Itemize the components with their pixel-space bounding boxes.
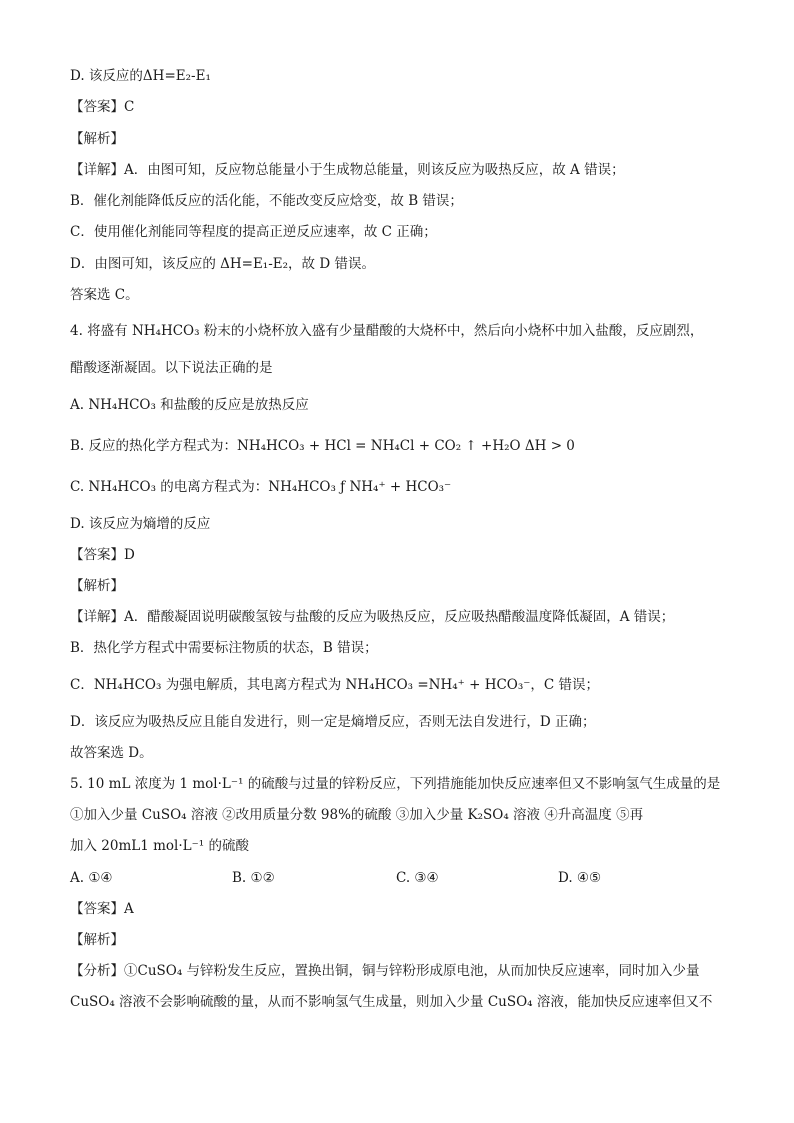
question-4-option-a: A. NH₄HCO₃ 和盐酸的反应是放热反应 — [70, 397, 309, 413]
detail-b: B．催化剂能降低反应的活化能，不能改变反应焓变，故 B 错误； — [70, 193, 463, 209]
analysis-label: 【解析】 — [70, 131, 124, 147]
analysis-label-4: 【解析】 — [70, 578, 124, 594]
question-5-option-a: A. ①④ — [70, 870, 113, 886]
analysis-label-5: 【解析】 — [70, 932, 124, 948]
detail-4-c: C．NH₄HCO₃ 为强电解质，其电离方程式为 NH₄HCO₃ =NH₄⁺ + HCO₃⁻，C 错误； — [70, 677, 600, 693]
question-5-option-c: C. ③④ — [396, 870, 439, 886]
detail-a: 【详解】A．由图可知，反应物总能量小于生成物总能量，则该反应为吸热反应，故 A 错误； — [70, 162, 625, 178]
question-4-stem-2: 醋酸逐渐凝固。以下说法正确的是 — [70, 360, 273, 376]
question-4-stem: 4. 将盛有 NH₄HCO₃ 粉末的小烧杯放入盛有少量醋酸的大烧杯中，然后向小烧杯中加入盐酸，反应剧烈， — [70, 323, 704, 339]
answer-label-5: 【答案】A — [70, 901, 134, 917]
question-5-option-d: D. ④⑤ — [558, 870, 602, 886]
detail-4-d: D．该反应为吸热反应且能自发进行，则一定是熵增反应，否则无法自发进行，D 正确； — [70, 714, 596, 730]
question-4-option-c: C. NH₄HCO₃ 的电离方程式为：NH₄HCO₃ ƒ NH₄⁺ + HCO₃⁻ — [70, 479, 452, 495]
answer-choice-4: 故答案选 D。 — [70, 745, 153, 761]
answer-label-4: 【答案】D — [70, 547, 135, 563]
option-d-prev: D. 该反应的ΔH=E₂-E₁ — [70, 68, 211, 84]
question-4-option-b: B. 反应的热化学方程式为：NH₄HCO₃ + HCl = NH₄Cl + CO₂ ↑ +H₂O ΔH > 0 — [70, 438, 575, 454]
answer-choice: 答案选 C。 — [70, 287, 139, 303]
detail-d: D．由图可知，该反应的 ΔH=E₁-E₂，故 D 错误。 — [70, 256, 375, 272]
answer-label: 【答案】C — [70, 99, 135, 115]
detail-4-b: B．热化学方程式中需要标注物质的状态，B 错误； — [70, 640, 378, 656]
question-5-option-b: B. ①② — [232, 870, 275, 886]
detail-4-a: 【详解】A．醋酸凝固说明碳酸氢铵与盐酸的反应为吸热反应，反应吸热醋酸温度降低凝固，A 错误； — [70, 609, 675, 625]
question-5-conditions-2: 加入 20mL1 mol·L⁻¹ 的硫酸 — [70, 838, 249, 854]
question-5-conditions: ①加入少量 CuSO₄ 溶液 ②改用质量分数 98%的硫酸 ③加入少量 K₂SO₄ 溶液 ④升高温度 ⑤再 — [70, 807, 644, 823]
question-5-stem: 5. 10 mL 浓度为 1 mol·L⁻¹ 的硫酸与过量的锌粉反应，下列措施能加快反应速率但又不影响氢气生成量的是 — [70, 776, 721, 792]
analysis-5-line-2: CuSO₄ 溶液不会影响硫酸的量，从而不影响氢气生成量，则加入少量 CuSO₄ 溶液，能加快反应速率但又不 — [70, 994, 713, 1010]
detail-c: C．使用催化剂能同等程度的提高正逆反应速率，故 C 正确； — [70, 224, 437, 240]
question-4-option-d: D. 该反应为熵增的反应 — [70, 516, 211, 532]
analysis-5-line-1: 【分析】①CuSO₄ 与锌粉发生反应，置换出铜，铜与锌粉形成原电池，从而加快反应速率，同时加入少量 — [70, 963, 700, 979]
